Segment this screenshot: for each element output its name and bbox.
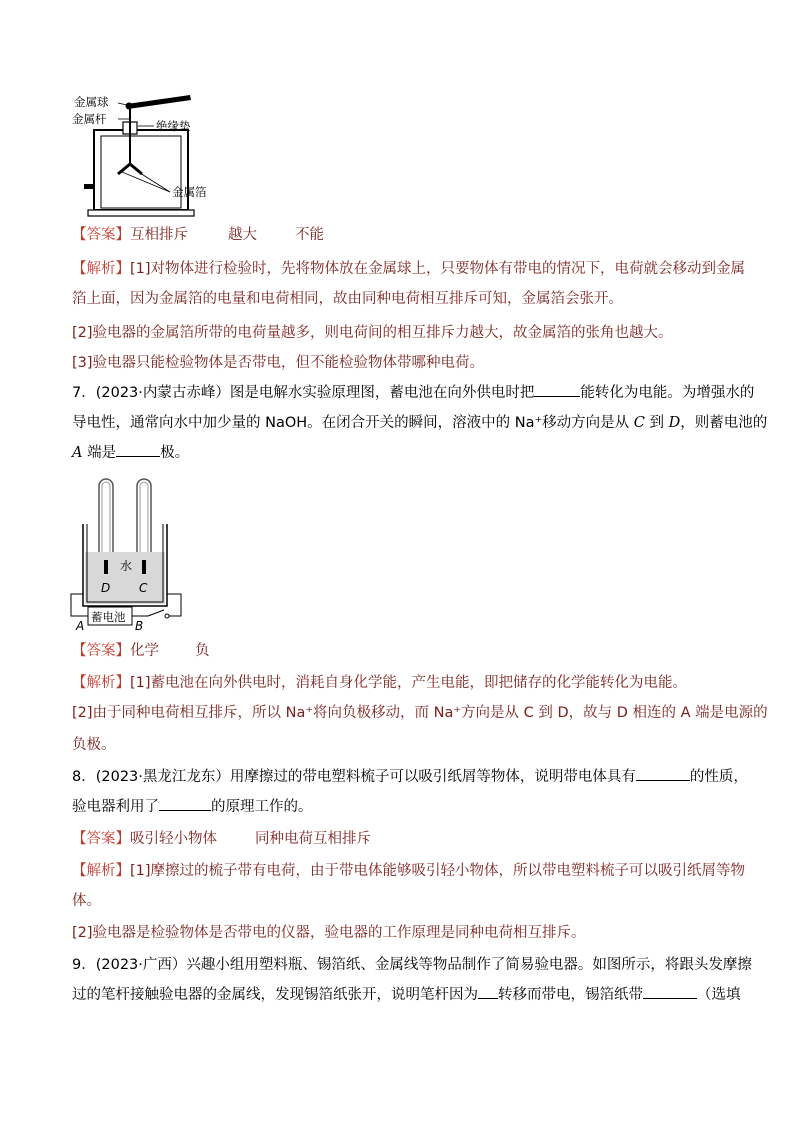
label-d: D	[101, 581, 111, 595]
electroscope-figure	[70, 92, 240, 220]
label-b: B	[135, 619, 144, 633]
wire-right	[167, 594, 181, 616]
electroscope-base	[88, 210, 194, 216]
q6-analysis-line-3: [2]验电器的金属箔所带的电荷量越多，则电荷间的相互排斥力越大，故金属箔的张角也越大。	[72, 325, 673, 341]
q8-analysis-line-1: 【解析】[1]摩擦过的梳子带有电荷，由于带电体能够吸引轻小物体，所以带电塑料梳子可以吸引纸屑等物	[72, 863, 746, 879]
test-tube-right	[137, 479, 151, 554]
q9-blank-2	[643, 984, 697, 999]
label-metal-ball: 金属球	[74, 95, 109, 109]
q7-blank-2	[116, 442, 160, 457]
q8-answer-line: 【答案】吸引轻小物体 同种电荷互相排斥	[72, 831, 371, 847]
electroscope-side-knob	[84, 184, 94, 189]
test-tube-left-inner	[102, 482, 110, 554]
q6-analysis-line-2: 箔上面，因为金属箔的电量和电荷相同，故由同种电荷相互排斥可知，金属箔会张开。	[72, 291, 623, 307]
q7-analysis-line-1: 【解析】[1]蓄电池在向外供电时，消耗自身化学能，产生电能，即把储存的化学能转化为电能。	[72, 675, 688, 691]
analysis-tag: 【解析】	[72, 261, 130, 277]
q9-question-line-2: 过的笔杆接触验电器的金属线，发现锡箔纸张开，说明笔杆因为 转移而带电，锡箔纸带 （选填	[72, 984, 741, 1006]
label-battery: 蓄电池	[91, 610, 126, 624]
answer-tag: 【答案】	[72, 227, 130, 243]
q6-answer-1: 互相排斥	[130, 227, 188, 243]
q9-blank-1	[478, 984, 498, 999]
label-water: 水	[120, 559, 133, 573]
q7-answer-1: 化学	[130, 643, 159, 659]
label-c: C	[139, 581, 148, 595]
q8-analysis-line-2: 体。	[72, 893, 101, 909]
electrode-c	[142, 560, 146, 574]
q6-answer-3: 不能	[295, 227, 324, 243]
metal-ball-arm	[127, 95, 191, 109]
label-metal-rod: 金属杆	[72, 112, 107, 126]
switch-contact	[165, 614, 169, 618]
label-insulating-pad: 绝缘垫	[156, 119, 191, 133]
q7-question-line-2: 导电性，通常向水中加少量的 NaOH。在闭合开关的瞬间，溶液中的 Na⁺移动方向是从 C 到 D，则蓄电池的	[72, 415, 768, 431]
q8-question-line-1: 8．(2023·黑龙江龙东）用摩擦过的带电塑料梳子可以吸引纸屑等物体，说明带电体具有 的性质，	[72, 766, 748, 788]
q8-analysis-line-3: [2]验电器是检验物体是否带电的仪器，验电器的工作原理是同种电荷相互排斥。	[72, 925, 586, 941]
q8-answer-1: 吸引轻小物体	[130, 831, 217, 847]
q7-question-line-1: 7．(2023·内蒙古赤峰）图是电解水实验原理图，蓄电池在向外供电时把 能转化为电能。为增强水的	[72, 382, 754, 404]
q6-answer-2: 越大	[228, 227, 257, 243]
q7-analysis-line-3: 负极。	[72, 737, 116, 753]
q7-analysis-line-2: [2]由于同种电荷相互排斥，所以 Na⁺将向负极移动，而 Na⁺方向是从 C 到 D，故与 D 相连的 A 端是电源的	[72, 705, 768, 721]
leader-ball	[118, 103, 127, 105]
q8-question-line-2: 验电器利用了 的原理工作的。	[72, 796, 313, 818]
q7-answer-line: 【答案】化学 负	[72, 643, 210, 659]
q7-question-line-3: A 端是 极。	[72, 442, 189, 464]
electrode-d	[104, 560, 108, 574]
q8-answer-2: 同种电荷互相排斥	[255, 831, 371, 847]
q7-blank-1	[534, 382, 580, 397]
metal-foil-right	[130, 164, 142, 174]
test-tube-left	[99, 479, 113, 554]
leader-foil-1	[122, 172, 170, 192]
switch-lever	[148, 610, 164, 616]
label-metal-foil: 金属箔	[172, 185, 207, 199]
metal-ball-shape	[126, 103, 133, 110]
q6-answer-line	[72, 224, 324, 246]
q9-question-line-1: 9．(2023·广西）兴趣小组用塑料瓶、锡箔纸、金属线等物品制作了简易验电器。如图所示，将跟头发摩擦	[72, 957, 752, 973]
test-tube-right-inner	[140, 482, 148, 554]
q8-blank-1	[636, 766, 690, 781]
electrolysis-figure	[68, 474, 198, 634]
label-a: A	[76, 619, 85, 633]
q7-answer-2: 负	[195, 643, 210, 659]
q6-analysis-line-4: [3]验电器只能检验物体是否带电，但不能检验物体带哪种电荷。	[72, 355, 485, 371]
leader-foil-2	[140, 173, 170, 192]
q8-blank-2	[159, 796, 211, 811]
q6-analysis-line-1: 【解析】[1]对物体进行检验时，先将物体放在金属球上，只要物体有带电的情况下，电荷就会移动到金属	[72, 261, 746, 277]
